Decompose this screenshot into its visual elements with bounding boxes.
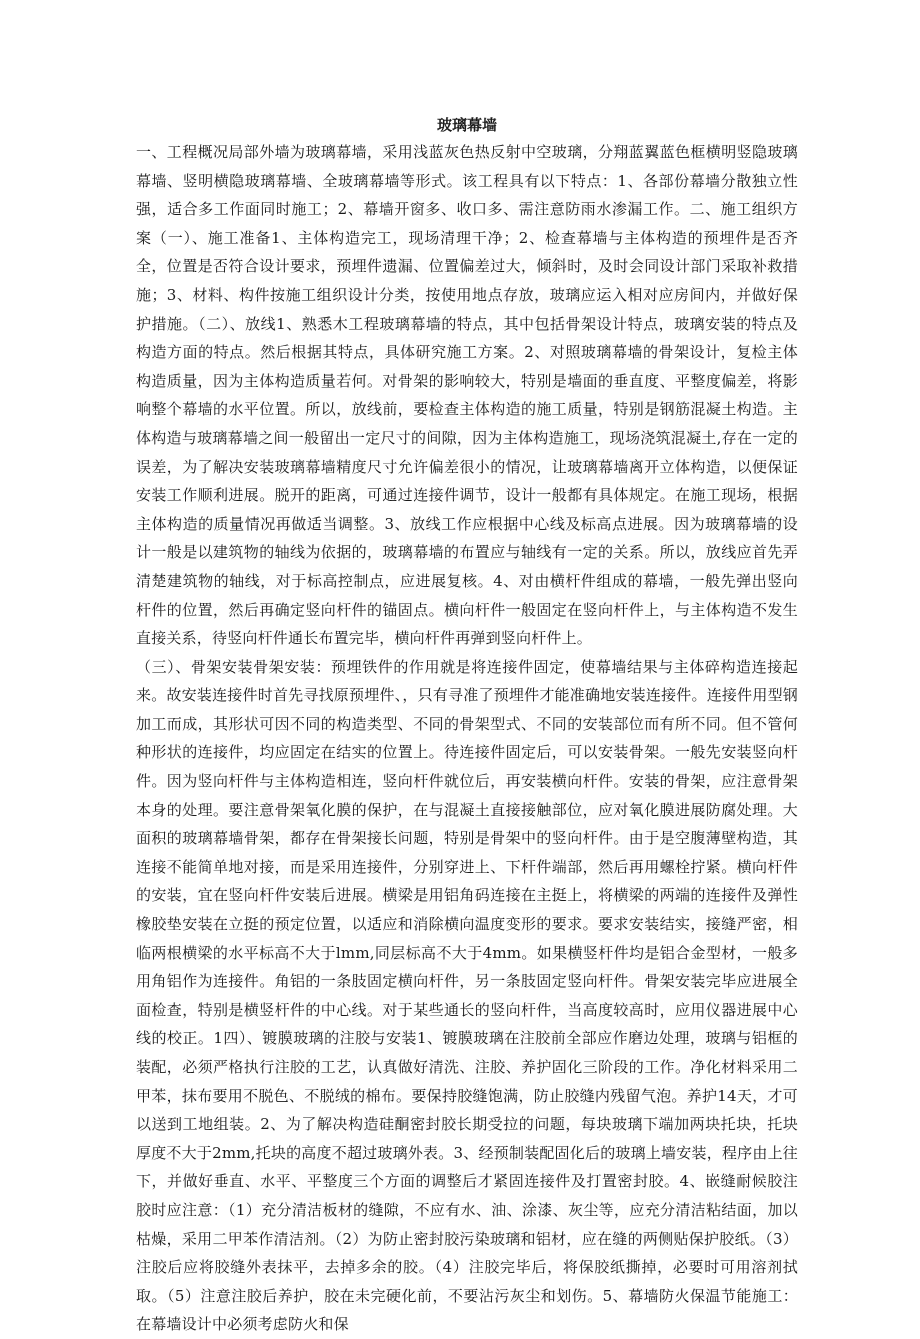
paragraph-2: （三）、骨架安装骨架安装：预埋铁件的作用就是将连接件固定，使幕墙结果与主体碎构造连接起来。故安装连接件时首先寻找原预埋件、，只有寻准了预埋件才能准确地安装连接件。连接件用型钢加工而成，其形状可因不同的构造类型、不同的骨架型式、不同的安装部位而有所不同。但不管何种形状的连接件，均应固定在结实的位置上。待连接件固定后，可以安装骨架。一般先安装竖向杆件。因为竖向杆件与主体构造相连，竖向杆件就位后，再安装横向杆件。安装的骨架，应注意骨架本身的处理。要注意骨架氧化膜的保护，在与混凝土直接接触部位，应对氧化膜进展防腐处理。大面积的玻璃幕墙骨架，都存在骨架接长问题，特别是骨架中的竖向杆件。由于是空腹薄壁构造，其连接不能简单地对接，而是采用连接件，分别穿进上、下杆件端部，然后再用螺栓拧紧。横向杆件的安装，宜在竖向杆件安装后进展。横梁是用铝角码连接在主挺上，将横梁的两端的连接件及弹性橡胶垫安装在立挺的预定位置，以适应和消除横向温度变形的要求。要求安装结实，接缝严密，相临两根横梁的水平标高不大于lmm,同层标高不大于4mm。如果横竖杆件均是铝合金型材，一般多用角铝作为连接件。角铝的一条肢固定横向杆件，另一条肢固定竖向杆件。骨架安装完毕应进展全面检查，特别是横竖杆件的中心线。对于某些通长的竖向杆件，当高度较高时，应用仪器进展中心线的校正。1四）、镀膜玻璃的注胶与安装1、镀膜玻璃在注胶前全部应作磨边处理，玻璃与铝框的装配，必须严格执行注胶的工艺，认真做好清洗、注胶、养护固化三阶段的工作。净化材料采用二甲苯，抹布要用不脱色、不脱绒的棉布。要保持胶缝饱满，防止胶缝内残留气泡。养护14天，才可以送到工地组装。2、为了解决构造硅酮密封胶长期受拉的问题，每块玻璃下端加两块托块，托块厚度不大于2mm,托块的高度不超过玻璃外表。3、经预制装配固化后的玻璃上墙安装，程序由上往下，并做好垂直、水平、平整度三个方面的调整后才紧固连接件及打置密封胶。4、嵌缝耐候胶注胶时应注意：（1）充分清洁板材的缝隙，不应有水、油、涂漆、灰尘等，应充分清洁粘结面，加以枯燥，采用二甲苯作清洁剂。（2）为防止密封胶污染玻璃和铝材，应在缝的两侧贴保护胶纸。（3）注胶后应将胶缝外表抹平，去掉多余的胶。（4）注胶完毕后，将保胶纸撕掉，必要时可用溶剂拭取。（5）注意注胶后养护，胶在未完硬化前，不要沾污灰尘和划伤。5、幕墙防火保温节能施工：在幕墙设计中必须考虑防火和保 — [136, 657, 798, 1334]
document-page — [136, 112, 798, 1339]
paragraph-1: 一、工程概况局部外墙为玻璃幕墙，采用浅蓝灰色热反射中空玻璃，分翔蓝翼蓝色框横明竖隐玻璃幕墙、竖明横隐玻璃幕墙、全玻璃幕墙等形式。该工程具有以下特点：1、各部份幕墙分散独立性强，适合多工作面同时施工；2、幕墙开窗多、收口多、需注意防雨水渗漏工作。二、施工组织方案（一）、施工准备1、主体构造完工，现场清理干净；2、检查幕墙与主体构造的预埋件是否齐全，位置是否符合设计要求，预埋件遗漏、位置偏差过大，倾斜时，及时会同设计部门采取补救措施；3、材料、构件按施工组织设计分类，按使用地点存放，玻璃应运入相对应房间内，并做好保护措施。（二）、放线1、熟悉木工程玻璃幕墙的特点，其中包括骨架设计特点，玻璃安装的特点及构造方面的特点。然后根据其特点，具体研究施工方案。2、对照玻璃幕墙的骨架设计，复检主体构造质量，因为主体构造质量若何。对骨架的影响较大，特别是墙面的垂直度、平整度偏差，将影响整个幕墙的水平位置。所以，放线前，要检查主体构造的施工质量，特别是钢筋混凝土构造。主体构造与玻璃幕墙之间一般留出一定尺寸的间隙，因为主体构造施工，现场浇筑混凝土,存在一定的误差，为了解决安装玻璃幕墙精度尺寸允许偏差很小的情况，让玻璃幕墙离开立体构造，以便保证安装工作顺利进展。脱开的距离，可通过连接件调节，设计一般都有具体规定。在施工现场，根据主体构造的质量情况再做适当调整。3、放线工作应根据中心线及标高点进展。因为玻璃幕墙的设计一般是以建筑物的轴线为依据的，玻璃幕墙的布置应与轴线有一定的关系。所以，放线应首先弄清楚建筑物的轴线，对于标高控制点，应进展复核。4、对由横杆件组成的幕墙，一般先弹出竖向杆件的位置，然后再确定竖向杆件的锚固点。横向杆件一般固定在竖向杆件上，与主体构造不发生直接关系，待竖向杆件通长布置完毕，横向杆件再弹到竖向杆件上。 — [136, 143, 798, 648]
document-title: 玻璃幕墙 — [436, 116, 497, 134]
